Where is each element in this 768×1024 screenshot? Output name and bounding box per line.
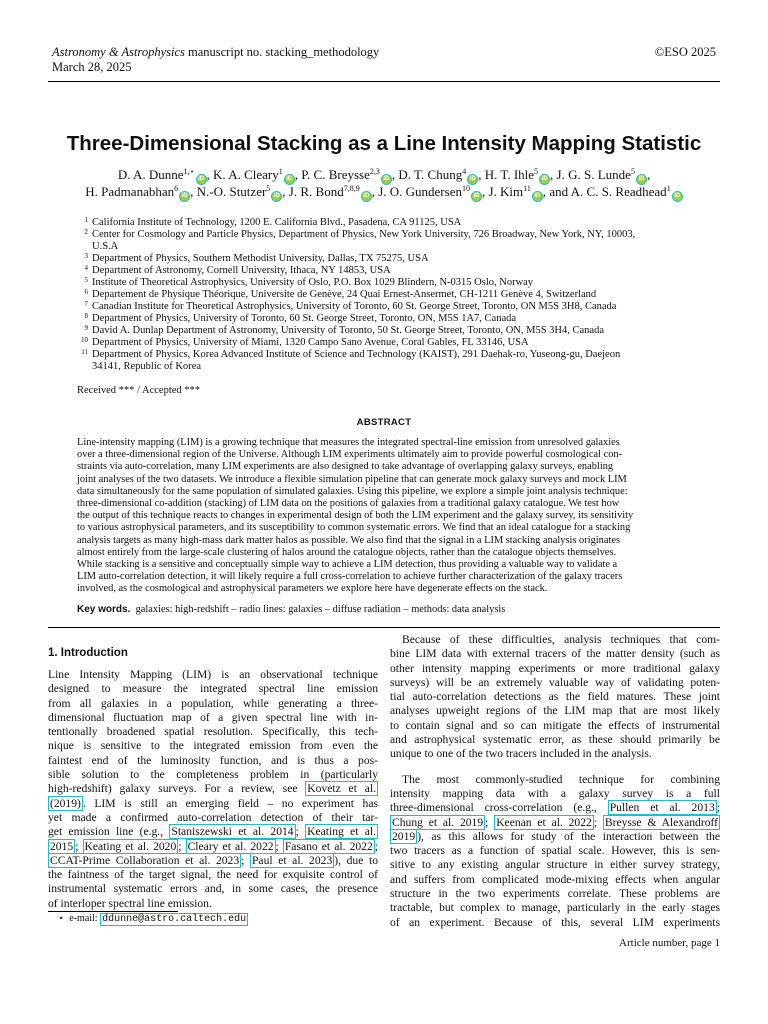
affiliation-number: 1 <box>84 216 88 224</box>
orcid-icon[interactable]: iD <box>361 191 372 202</box>
body-text: from all galaxies in a population, while generating a three- <box>48 696 378 710</box>
body-text-line <box>390 773 720 787</box>
author-name <box>488 184 542 199</box>
citation-link[interactable]: 2019 <box>392 829 416 843</box>
citation-link[interactable]: 2015 <box>50 839 74 853</box>
body-text-line <box>48 811 378 825</box>
author-name-text: J. O. Gundersen <box>378 184 462 199</box>
body-text: ; <box>485 815 495 829</box>
citation-link[interactable]: Keating et al. <box>307 825 376 839</box>
author-name-text: D. A. Dunne <box>117 167 184 182</box>
body-text-line <box>48 668 378 682</box>
running-header <box>48 43 720 82</box>
body-text-line <box>48 825 378 839</box>
body-text: bine LIM data with external tracers of the matter density (such as <box>390 647 720 661</box>
affiliation-item <box>78 337 718 349</box>
affiliation-number: 6 <box>84 288 88 296</box>
body-text: two tracers as a function of spatial scale. However, this is sen- <box>390 844 720 858</box>
body-text: ; <box>241 853 250 867</box>
body-text: sible solution to the completeness problem in (particularly <box>48 768 378 782</box>
body-text: sitive to any existing angular structure in either survey strategy, <box>390 858 720 872</box>
abstract-line: over a three-dimensional region of the Universe. Although LIM experiments ultimately aim to provide powerful cosmological con- <box>77 449 623 461</box>
author-name <box>301 167 392 182</box>
citation-link[interactable]: Chung et al. 2019 <box>392 815 484 829</box>
body-text-line <box>390 844 720 858</box>
body-text: and astrophysical systematic error, as these should primarily be <box>390 733 720 747</box>
body-text-line <box>390 787 720 801</box>
body-text: the faintness of the target signal, the need for exquisite control of <box>48 868 378 882</box>
body-text: surveys) will be an extremely valuable way of validating poten- <box>390 675 720 689</box>
body-text-line <box>390 719 720 733</box>
header-date: March 28, 2025 <box>52 60 132 74</box>
citation-link[interactable]: Pullen et al. 2013 <box>609 801 715 815</box>
affiliation-number: 2 <box>84 228 88 236</box>
author-name <box>85 184 190 199</box>
abstract-body <box>77 437 722 596</box>
body-text: ; <box>716 801 720 815</box>
author-name <box>485 167 550 182</box>
affiliation-number: 8 <box>84 312 88 320</box>
body-text: other intensity mapping experiments or more traditional galaxy <box>390 661 720 675</box>
body-text-line <box>48 782 378 796</box>
author-name-text: N.-O. Stutzer <box>196 184 267 199</box>
orcid-icon[interactable]: iD <box>636 174 647 185</box>
affiliation-text: 34141, Republic of Korea <box>92 361 202 372</box>
body-text: three-dimensional cross-correlation (e.g., <box>390 801 608 815</box>
citation-link[interactable]: Staniszewski et al. 2014 <box>171 825 294 839</box>
author-name-text: J. R. Bond <box>288 184 344 199</box>
body-text: ), due to <box>334 853 378 867</box>
affiliation-superscript: 10 <box>461 184 470 193</box>
footnote-email <box>58 913 248 926</box>
body-text: ; <box>593 815 603 829</box>
affiliation-number: 11 <box>81 348 88 356</box>
affiliation-text: Department of Physics, University of Miami, 1320 Campo Sano Avenue, Coral Gables, FL 33146, USA <box>92 337 529 348</box>
header-manuscript-line <box>52 45 379 60</box>
body-text: ), as this allows for study of the interaction between the <box>417 829 720 843</box>
affiliation-number: 5 <box>84 276 88 284</box>
paper-title: Three-Dimensional Stacking as a Line Intensity Mapping Statistic <box>66 132 702 155</box>
affiliation-number: 4 <box>84 264 88 272</box>
affiliation-item <box>78 277 718 289</box>
body-text: ; <box>295 825 306 839</box>
citation-link[interactable]: Breysse & Alexandroff <box>604 815 718 829</box>
abstract-line: Line-intensity mapping (LIM) is a growing technique that measures the integrated spectral-line emission from unresolved galaxies <box>77 437 620 448</box>
orcid-icon[interactable]: iD <box>284 174 295 185</box>
affiliation-superscript: 1,⋆ <box>183 167 195 176</box>
body-text-line <box>48 754 378 768</box>
orcid-icon[interactable]: iD <box>271 191 282 202</box>
affiliation-item <box>78 229 718 253</box>
citation-link[interactable]: (2019) <box>50 796 81 810</box>
affiliation-superscript: 5 <box>630 167 635 176</box>
keywords-text: galaxies: high-redshift – radio lines: galaxies – diffuse radiation – methods: data analysis <box>135 604 506 615</box>
right-column-text <box>390 633 720 930</box>
author-name <box>118 167 207 182</box>
body-text-line <box>390 887 720 901</box>
affiliation-text: California Institute of Technology, 1200 E. California Blvd., Pasadena, CA 91125, USA <box>92 217 462 228</box>
affiliation-text: Departement de Physique Théorique, Universite de Genève, 24 Quai Ernest-Ansermet, CH-1211 Genève 4, Switzerland <box>92 289 597 300</box>
citation-link[interactable]: Keating et al. 2020 <box>84 839 177 853</box>
body-text: tractable, but complex to manage, particularly in the early stages <box>390 901 720 915</box>
body-text-line <box>390 633 720 647</box>
body-text: high-redshift) galaxy surveys. For a review, see <box>48 782 306 796</box>
body-text: instrumental systematic errors and, in some cases, the presence <box>48 882 378 896</box>
body-text: Because of these difficulties, analysis techniques that com- <box>402 633 720 646</box>
body-text: designed to measure the integrated spectral line emission <box>48 682 378 696</box>
affiliation-text: Department of Astronomy, Cornell University, Ithaca, NY 14853, USA <box>92 265 391 276</box>
affiliation-item <box>78 349 718 373</box>
body-text-line <box>390 733 720 747</box>
body-text-line <box>390 690 720 704</box>
affiliation-superscript: 2,3 <box>369 167 380 176</box>
footnote-marker: ⋆ <box>58 913 65 924</box>
body-text: The most commonly-studied technique for combining <box>402 772 720 786</box>
body-text-line <box>48 882 378 896</box>
body-text: . LIM is still an emerging field – no experiment has <box>82 796 378 810</box>
body-text-line <box>48 725 378 739</box>
body-text-line <box>48 897 378 911</box>
body-text: faintest end of the luminosity function, and is thus a pos- <box>48 753 378 767</box>
received-accepted: Received *** / Accepted *** <box>77 385 201 396</box>
citation-link[interactable]: CCAT-Prime Collaboration et al. 2023 <box>50 853 240 867</box>
body-text-line <box>390 858 720 872</box>
citation-link[interactable]: Keenan et al. 2022 <box>496 815 592 829</box>
body-text: ; <box>275 839 283 853</box>
body-text: and suffers from complicated mode-mixing effects when angular <box>390 872 720 886</box>
affiliation-item <box>78 217 718 229</box>
author-name <box>378 184 482 199</box>
body-text-line <box>390 816 720 830</box>
body-text: get emission line (e.g., <box>48 825 170 839</box>
affiliation-item <box>78 325 718 337</box>
body-text-line <box>390 676 720 690</box>
affiliation-item <box>78 265 718 277</box>
body-text-line <box>48 711 378 725</box>
body-text-line <box>390 801 720 815</box>
body-text-line <box>48 768 378 782</box>
abstract-line: the output of this technique reacts to changes in experimental design of both the LIM experiment and the galaxy survey, its sensitivity <box>77 510 634 522</box>
body-text: ; <box>75 839 83 853</box>
affiliation-item <box>78 253 718 265</box>
citation-link[interactable]: Cleary et al. 2022 <box>187 839 274 853</box>
orcid-icon[interactable]: iD <box>672 191 683 202</box>
affiliation-text: U.S.A <box>92 241 119 252</box>
affiliation-superscript: 11 <box>523 184 531 193</box>
affiliation-item <box>78 301 718 313</box>
affiliation-superscript: 1 <box>278 167 283 176</box>
author-list-line-1: D. A. Dunne$^{1,⋆}$iD , K. A. Cleary$^1$iD , P. C. Breysse$^{2,3}$iD , D. T. Chung$^4$iD , H. T. Ihle$^5$iD , J. G. S. Lunde$^5$iD , <box>0 166 768 185</box>
journal-name: Astronomy & Astrophysics <box>52 45 185 59</box>
abstract-heading: ABSTRACT <box>356 417 412 428</box>
abstract-line: analysis targets as many high-mass dark matter halos as possible. We also find that the signal in a LIM stacking analysis originates <box>77 534 621 546</box>
body-text-line <box>390 916 720 930</box>
body-text-line <box>48 840 378 854</box>
citation-link[interactable]: Kovetz et al. <box>307 782 376 796</box>
abstract-line: three-dimensional co-addition (stacking) of LIM data on the positions of galaxies from a traditional galaxy catalogue. We test how <box>77 498 620 510</box>
citation-link[interactable]: Fasano et al. 2022 <box>284 839 373 853</box>
body-text: dimensional fluctuation map of a given spectral line with in- <box>48 710 378 724</box>
body-text: intensity mapping data with a galaxy survey is a full <box>390 786 720 800</box>
affiliation-text: Department of Physics, University of Toronto, 60 St. George Street, Toronto, ON, M5S 1A7, Canada <box>92 313 517 324</box>
abstract-line: to various astrophysical parameters, and its susceptibility to common systematic errors. We find that an ideal catalogue for a stacking <box>77 522 631 534</box>
affiliation-number: 7 <box>84 300 88 308</box>
body-text-line <box>48 797 378 811</box>
author-name-text: and A. C. S. Readhead <box>549 184 667 199</box>
affiliation-number: 3 <box>84 252 88 260</box>
author-name <box>557 167 647 182</box>
affiliation-number: 9 <box>84 324 88 332</box>
orcid-icon[interactable]: iD <box>471 191 482 202</box>
body-text-line <box>390 647 720 661</box>
abstract-line: data simultaneously for the same population of simulated galaxies. Using this pipeline, we explore a simple joint analysis technique: <box>77 485 628 497</box>
author-name-text: H. Padmanabhan <box>85 184 175 199</box>
author-name-text: H. T. Ihle <box>484 167 535 182</box>
author-name <box>398 167 478 182</box>
affiliation-text: Center for Cosmology and Particle Physics, Department of Physics, New York University, 726 Broadway, New York, NY, 10003, <box>92 229 636 240</box>
affiliation-superscript: 7,8,9 <box>343 184 360 193</box>
body-text-line <box>48 739 378 753</box>
footnote-label: e-mail: <box>69 913 98 924</box>
header-copyright: ©ESO 2025 <box>654 45 716 59</box>
body-text-line <box>48 682 378 696</box>
orcid-icon[interactable]: iD <box>196 174 207 185</box>
abstract-line: almost entirely from the large-scale clustering of halos around the catalogue objects, rather than the catalogue objects themselves. <box>77 546 617 558</box>
abstract-line: LIM auto-correlation detection, it will likely require a full cross-correlation to achieve further characterization of the galaxy tracers <box>77 571 623 583</box>
footnote-rule <box>48 911 178 912</box>
left-column-text <box>48 668 378 911</box>
body-text: tentionally broadened spatial resolution. Specifically, this tech- <box>48 725 378 739</box>
author-list-line-2: H. Padmanabhan$^6$iD , N.-O. Stutzer$^5$iD , J. R. Bond$^{7,8,9}$iD , J. O. Gundersen$^{10}$iD , J. Kim$^{11}$iD , and A. C. S. Readhead$^1$iD <box>0 183 768 202</box>
orcid-icon[interactable]: iD <box>179 191 190 202</box>
keywords-label: Key words. <box>77 604 131 615</box>
author-name-text: J. G. S. Lunde <box>556 167 631 182</box>
affiliation-text: Canadian Institute for Theoretical Astrophysics, University of Toronto, 60 St. George Street, Toronto, ON M5S 3H8, Canada <box>92 301 617 312</box>
author-name <box>549 184 682 199</box>
body-text: structure in the two experiments correlate. These problems are <box>390 887 720 901</box>
body-text-line <box>390 830 720 844</box>
abstract-line: While stacking is a sensitive and conceptually simple way to achieve a LIM detection, thus providing a valuable way to validate a <box>77 559 618 571</box>
body-text-line <box>390 873 720 887</box>
affiliation-superscript: 6 <box>174 184 179 193</box>
body-text: of interloper spectral line emission. <box>48 896 212 910</box>
affiliation-item <box>78 313 718 325</box>
affiliation-text: David A. Dunlap Department of Astronomy, University of Toronto, 50 St. George Street, Toronto, ON, M5S 3H4, Canada <box>92 325 604 336</box>
citation-link[interactable]: Paul et al. 2023 <box>251 853 333 867</box>
body-text: ; <box>178 839 186 853</box>
body-text: ; <box>374 839 379 853</box>
body-text: analyses upweight regions of the LIM map that are most likely <box>390 704 720 718</box>
body-text: Line Intensity Mapping (LIM) is an observational technique <box>48 668 378 681</box>
email-link[interactable]: ddunne@astro.caltech.edu <box>102 914 247 925</box>
body-text-line <box>390 704 720 718</box>
affiliation-text: Department of Physics, Korea Advanced Institute of Science and Technology (KAIST), 291 Daehak-ro, Yuseong-gu, Daejeon <box>92 349 621 360</box>
orcid-icon[interactable]: iD <box>539 174 550 185</box>
affiliation-number: 10 <box>81 336 88 344</box>
author-name <box>289 184 372 199</box>
body-text-line <box>390 662 720 676</box>
body-text: tial auto-correlation detections as the field matures. These joint <box>390 690 720 704</box>
abstract-line: joint analyses of the two datasets. We introduce a flexible simulation pipeline that can generate mock galaxy surveys and mock LIM <box>77 473 627 485</box>
section-heading-introduction: 1. Introduction <box>48 647 128 659</box>
affiliation-item <box>78 289 718 301</box>
paragraph-gap <box>390 762 720 773</box>
body-text: of an experiment. Because of this, several LIM experiments <box>390 915 720 929</box>
body-text-line <box>48 697 378 711</box>
affiliation-list <box>78 217 718 373</box>
author-name-text: P. C. Breysse <box>301 167 370 182</box>
body-text: nique is sensitive to the integrated emission from even the <box>48 739 378 753</box>
abstract-line: straints via auto-correlation, many LIM experiments are also designed to take advantage of overlapping galaxy surveys, enabling <box>77 461 614 473</box>
orcid-icon[interactable]: iD <box>467 174 478 185</box>
affiliation-text: Department of Physics, Southern Methodist University, Dallas, TX 75275, USA <box>92 253 429 264</box>
affiliation-superscript: 5 <box>266 184 271 193</box>
body-text: to contain signal and so can mitigate the effects of instrumental <box>390 718 720 732</box>
orcid-icon[interactable]: iD <box>381 174 392 185</box>
body-text-line <box>48 854 378 868</box>
page-footer: Article number, page 1 <box>619 937 720 949</box>
author-name <box>213 167 295 182</box>
manuscript-id: manuscript no. stacking_methodology <box>188 45 380 59</box>
section-divider <box>48 627 720 628</box>
body-text-line <box>48 868 378 882</box>
affiliation-superscript: 4 <box>462 167 467 176</box>
body-text-line <box>390 747 720 761</box>
body-text-line <box>390 901 720 915</box>
author-name-text: K. A. Cleary <box>213 167 279 182</box>
affiliation-superscript: 1 <box>666 184 671 193</box>
keywords <box>77 604 505 616</box>
author-name-text: J. Kim <box>488 184 524 199</box>
affiliation-text: Institute of Theoretical Astrophysics, University of Oslo, P.O. Box 1029 Blindern, N-0315 Oslo, Norway <box>92 277 534 288</box>
affiliation-superscript: 5 <box>534 167 539 176</box>
author-name-text: D. T. Chung <box>398 167 463 182</box>
author-name <box>197 184 283 199</box>
body-text: unique to one of the two tracers included in the analysis. <box>390 747 652 761</box>
body-text: yet made a confirmed auto-correlation detection of their tar- <box>48 810 378 824</box>
abstract-line: involved, as the cosmological and astrophysical parameters we explore here have degenerate effects on the stack. <box>77 583 548 595</box>
orcid-icon[interactable]: iD <box>532 191 543 202</box>
